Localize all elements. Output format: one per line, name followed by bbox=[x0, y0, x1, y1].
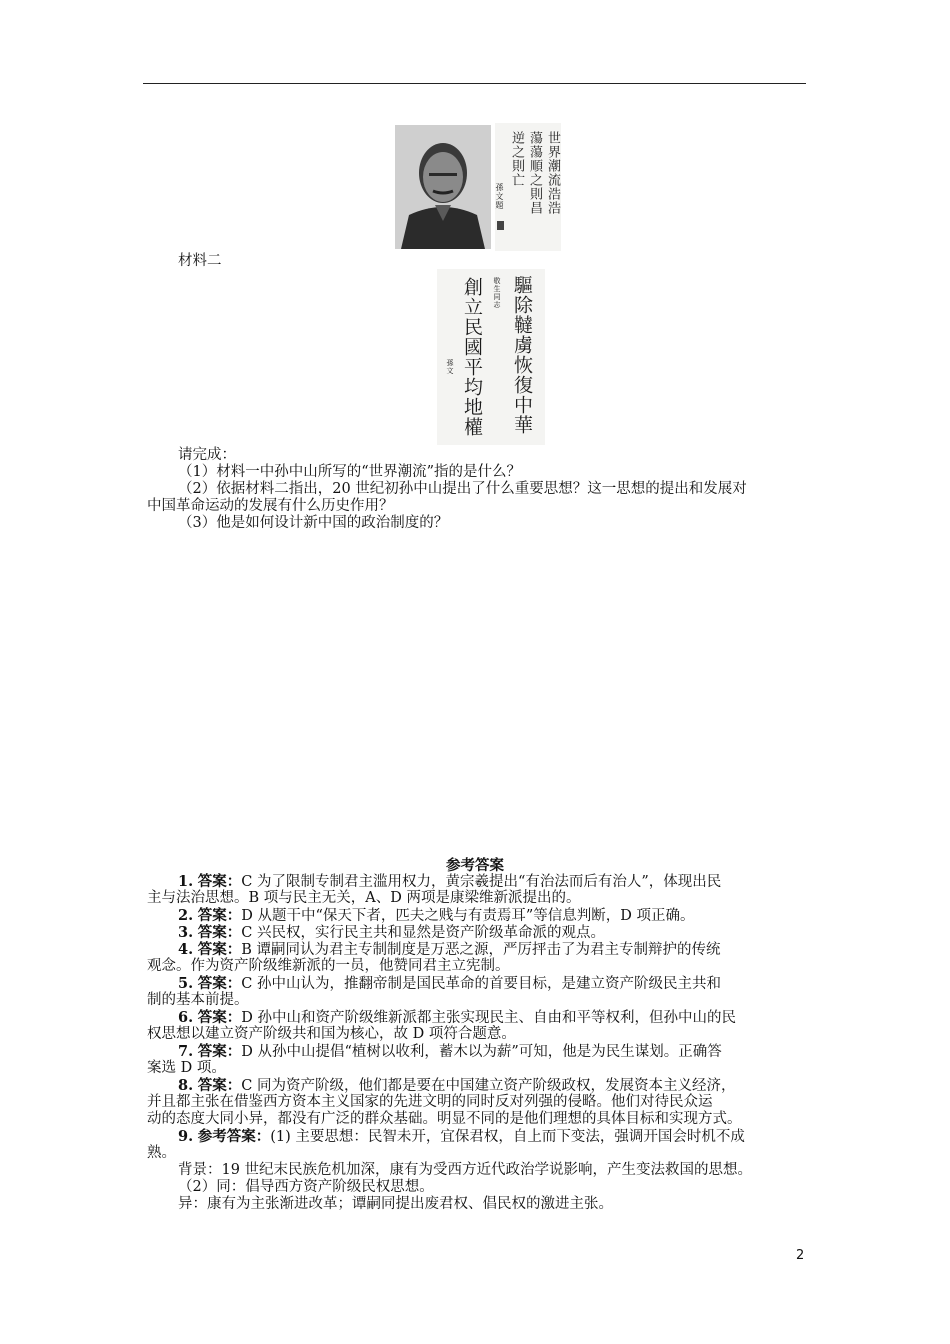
answer-text: C 兴民权，实行民主共和显然是资产阶级革命派的观点。 bbox=[241, 925, 605, 941]
answer-8-line-3: 动的态度大同小异，都没有广泛的群众基础。明显不同的是他们理想的具体目标和实现方式。 bbox=[147, 1111, 742, 1127]
answer-text: C 为了限制专制君主滥用权力，黄宗羲提出“有治法而后有治人”，体现出民 bbox=[241, 874, 722, 890]
header-rule bbox=[143, 83, 806, 84]
calligraphy-column: 蕩蕩順之則昌 bbox=[527, 131, 542, 215]
answer-number: 8. bbox=[178, 1077, 194, 1094]
answer-text: D 从题干中“保天下者，匹夫之贱与有责焉耳”等信息判断，D 项正确。 bbox=[241, 908, 695, 924]
questions-heading: 请完成： bbox=[178, 447, 236, 463]
seal-stamp bbox=[497, 221, 504, 230]
answer-label: 答案： bbox=[197, 873, 242, 890]
answer-1-line-1 bbox=[178, 873, 721, 891]
answer-number: 6. bbox=[178, 1009, 194, 1026]
answer-9-line-5: 异：康有为主张渐进改革；谭嗣同提出废君权、倡民权的激进主张。 bbox=[178, 1196, 613, 1212]
calligraphy-signature: 孫文 bbox=[446, 359, 454, 375]
answer-4-line-1 bbox=[178, 941, 721, 959]
calligraphy-column: 逆之則亡 bbox=[509, 131, 524, 187]
answer-label: 答案： bbox=[197, 975, 242, 992]
calligraphy-column: 創立民國平均地權 bbox=[461, 277, 483, 437]
portrait-image bbox=[395, 125, 491, 249]
answer-number: 9. bbox=[178, 1128, 194, 1145]
page-number: 2 bbox=[796, 1248, 805, 1263]
answer-3-line-1 bbox=[178, 924, 605, 942]
calligraphy-column: 世界潮流浩浩 bbox=[545, 131, 560, 215]
answer-9-line-1 bbox=[178, 1128, 745, 1146]
answer-number: 7. bbox=[178, 1043, 194, 1060]
answer-text: C 同为资产阶级，他们都是要在中国建立资产阶级政权，发展资本主义经济， bbox=[241, 1078, 736, 1094]
answer-5-line-2: 制的基本前提。 bbox=[147, 992, 249, 1008]
calligraphy-inscription-2 bbox=[437, 269, 545, 445]
answer-2-line-1 bbox=[178, 907, 695, 925]
calligraphy-inscription-1 bbox=[495, 123, 561, 251]
question-3: （3）他是如何设计新中国的政治制度的？ bbox=[178, 515, 449, 531]
answer-9-line-3: 背景：19 世纪末民族危机加深，康有为受西方近代政治学说影响，产生变法救国的思想。 bbox=[178, 1162, 753, 1178]
answer-text: (1) 主要思想：民智未开，宜保君权，自上而下变法，强调开国会时机不成 bbox=[270, 1129, 745, 1145]
answer-7-line-1 bbox=[178, 1043, 722, 1061]
material-label: 材料二 bbox=[178, 253, 222, 269]
answer-8-line-2: 并且都主张在借鉴西方资本主义国家的先进文明的同时反对列强的侵略。他们对待民众运 bbox=[147, 1094, 713, 1110]
answer-label: 答案： bbox=[197, 1043, 242, 1060]
answer-1-line-2: 主与法治思想。B 项与民主无关，A、D 两项是康梁维新派提出的。 bbox=[147, 890, 581, 906]
calligraphy-signature: 孫文題 bbox=[495, 183, 504, 210]
answer-text: D 从孙中山提倡“植树以收利，蓄木以为薪”可知，他是为民生谋划。正确答 bbox=[241, 1044, 722, 1060]
answer-9-line-4: （2）同：倡导西方资产阶级民权思想。 bbox=[178, 1179, 434, 1195]
answers-title: 参考答案 bbox=[446, 857, 504, 874]
answer-text: B 谭嗣同认为君主专制制度是万恶之源，严厉抨击了为君主专制辩护的传统 bbox=[241, 942, 721, 958]
answer-number: 1. bbox=[178, 873, 194, 890]
question-2-line-2: 中国革命运动的发展有什么历史作用？ bbox=[147, 498, 394, 514]
answer-7-line-2: 案选 D 项。 bbox=[147, 1060, 226, 1076]
calligraphy-dedication: 敬生同志 bbox=[493, 277, 501, 309]
answer-6-line-2: 权思想以建立资产阶级共和国为核心，故 D 项符合题意。 bbox=[147, 1026, 516, 1042]
answer-label: 参考答案： bbox=[197, 1128, 271, 1145]
answer-8-line-1 bbox=[178, 1077, 735, 1095]
answer-label: 答案： bbox=[197, 907, 242, 924]
answer-text: D 孙中山和资产阶级维新派都主张实现民主、自由和平等权利，但孙中山的民 bbox=[241, 1010, 736, 1026]
answer-label: 答案： bbox=[197, 941, 242, 958]
answer-4-line-2: 观念。作为资产阶级维新派的一员，他赞同君主立宪制。 bbox=[147, 958, 510, 974]
answer-9-line-2: 熟。 bbox=[147, 1145, 176, 1161]
answer-number: 2. bbox=[178, 907, 194, 924]
answer-6-line-1 bbox=[178, 1009, 736, 1027]
answer-text: C 孙中山认为，推翻帝制是国民革命的首要目标，是建立资产阶级民主共和 bbox=[241, 976, 721, 992]
answer-5-line-1 bbox=[178, 975, 721, 993]
answer-number: 4. bbox=[178, 941, 194, 958]
question-2-line-1: （2）依据材料二指出，20 世纪初孙中山提出了什么重要思想？这一思想的提出和发展对 bbox=[178, 481, 747, 497]
answer-label: 答案： bbox=[197, 1009, 242, 1026]
answer-label: 答案： bbox=[197, 924, 242, 941]
answer-label: 答案： bbox=[197, 1077, 242, 1094]
calligraphy-column: 驅除韃虜恢復中華 bbox=[511, 275, 533, 435]
answer-number: 3. bbox=[178, 924, 194, 941]
portrait-photo bbox=[395, 125, 491, 249]
answer-number: 5. bbox=[178, 975, 194, 992]
question-1: （1）材料一中孙中山所写的“世界潮流”指的是什么？ bbox=[178, 464, 522, 480]
